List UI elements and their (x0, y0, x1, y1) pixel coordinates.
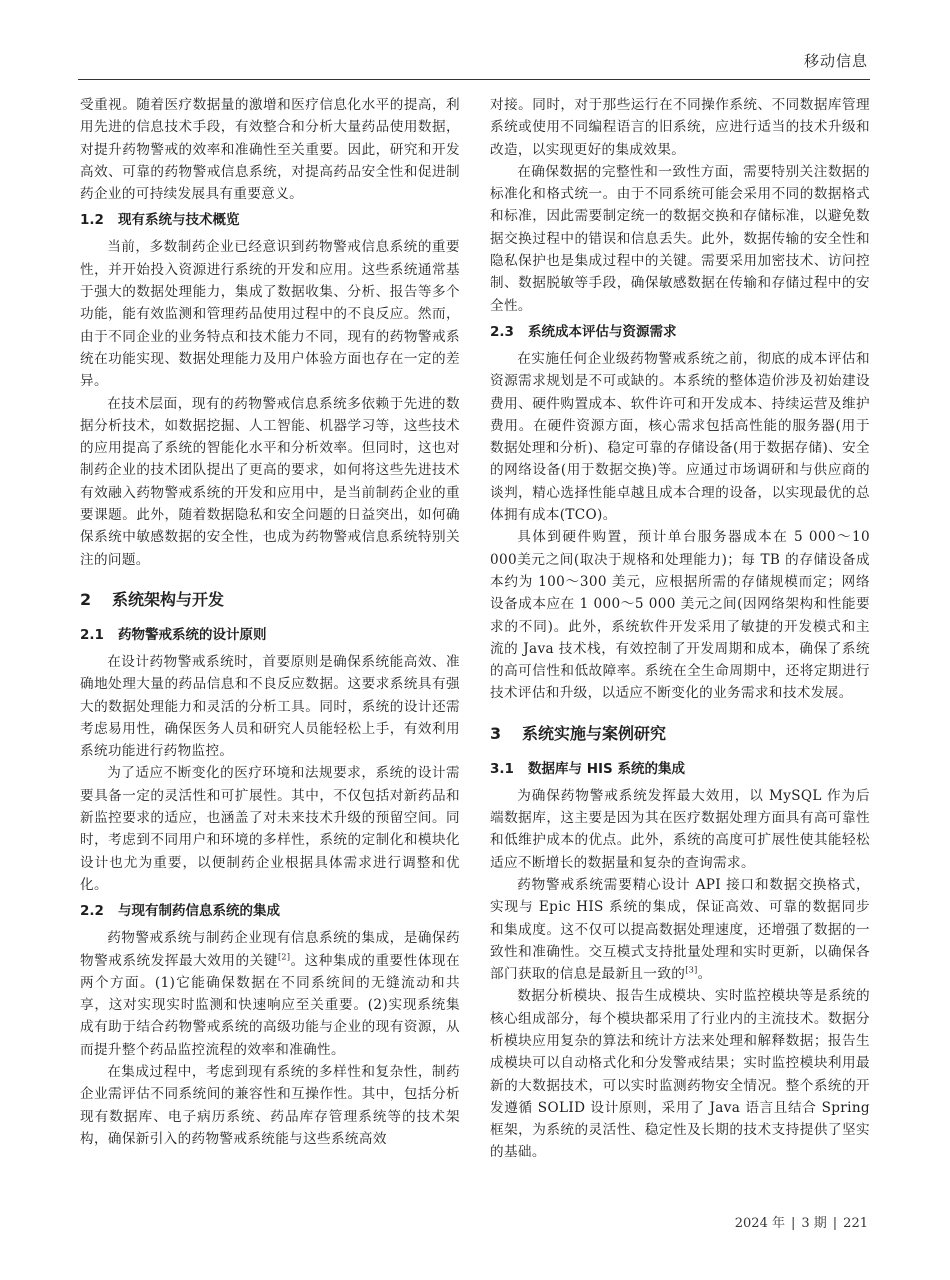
citation-ref: [2] (277, 951, 291, 961)
page-number: 221 (843, 1216, 868, 1231)
section-heading-3: 3 系统实施与案例研究 (490, 723, 667, 743)
paragraph: 数据分析模块、报告生成模块、实时监控模块等是系统的核心组成部分，每个模块都采用了行业内的主流技术。数据分析模块应用复杂的算法和统计方法来处理和解释数据；报告生成模块可以自动格式化和分发警戒结果；实时监控模块利用最新的大数据技术，可以实时监测药物安全情况。整个系统的开发遵循 SOLID 设计原则，采用了 Java 语言且结合 Spring 框架，为系统的灵活性、稳定性及长期的技术支持提供了坚实的基础。 (490, 988, 870, 1161)
paragraph: 在集成过程中，考虑到现有系统的多样性和复杂性，制药企业需评估不同系统间的兼容性和互操作性。其中，包括分析现有数据库、电子病历系统、药品库存管理系统等的技术架构，确保新引入的药物警戒系统能与这些系统高效 (80, 1063, 460, 1147)
footer-issue: 3 期 (801, 1216, 827, 1231)
paragraph: 受重视。随着医疗数据量的激增和医疗信息化水平的提高，利用先进的信息技术手段，有效整合和分析大量药品使用数据，对提升药物警戒的效率和准确性至关重要。因此，研究和开发高效、可靠的药物警戒信息系统，对提高药品安全性和促进制药企业的可持续发展具有重要意义。 (80, 97, 460, 203)
paragraph: 为确保药物警戒系统发挥最大效用，以 MySQL 作为后端数据库，这主要是因为其在医疗数据处理方面具有高可靠性和低维护成本的优点。此外，系统的高度可扩展性使其能轻松适应不断增长的数据量和复杂的查询需求。 (490, 787, 870, 871)
section-heading-2-2: 2.2 与现有制药信息系统的集成 (80, 903, 280, 920)
journal-title: 移动信息 (803, 52, 868, 70)
footer-year: 2024 年 (734, 1216, 785, 1231)
paragraph: 在设计药物警戒系统时，首要原则是确保系统能高效、准确地处理大量的药品信息和不良反应数据。这要求系统具有强大的数据处理能力和灵活的分析工具。同时，系统的设计还需考虑易用性，确保医务人员和研究人员能轻松上手，有效利用系统功能进行药物监控。 (80, 653, 460, 760)
paragraph: 在实施任何企业级药物警戒系统之前，彻底的成本评估和资源需求规划是不可或缺的。本系统的整体造价涉及初始建设费用、硬件购置成本、软件许可和开发成本、持续运营及维护费用。在硬件资源方面，核心需求包括高性能的服务器(用于数据处理和分析)、稳定可靠的存储设备(用于数据存储)、安全的网络设备(用于数据交换)等。应通过市场调研和与供应商的谈判，精心选择性能卓越且成本合理的设备，以实现最优的总体拥有成本(TCO)。 (490, 350, 870, 524)
left-column (80, 94, 460, 1150)
paragraph: 对接。同时，对于那些运行在不同操作系统、不同数据库管理系统或使用不同编程语言的旧系统，应进行适当的技术升级和改造，以实现更好的集成效果。 (490, 97, 870, 158)
section-heading-2-1: 2.1 药物警戒系统的设计原则 (80, 626, 267, 643)
paragraph: 为了适应不断变化的医疗环境和法规要求，系统的设计需要具备一定的灵活性和可扩展性。其中，不仅包括对新药品和新监控要求的适应，也涵盖了对未来技术升级的预留空间。同时，考虑到不同用户和环境的多样性，系统的定制化和模块化设计也尤为重要，以便制药企业根据具体需求进行调整和优化。 (80, 765, 460, 893)
header-rule (78, 79, 870, 80)
section-heading-2: 2 系统架构与开发 (80, 589, 225, 609)
right-column (490, 94, 870, 1164)
footer-separator: | (790, 1216, 796, 1231)
paragraph: 药物警戒系统与制药企业现有信息系统的集成，是确保药物警戒系统发挥最大效用的关键[2]。这种集成的重要性体现在两个方面。(1)它能确保数据在不同系统间的无缝流动和共享，这对实现实时监测和快速响应至关重要。(2)实现系统集成有助于结合药物警戒系统的高级功能与企业的现有资源，从而提升整个药品监控流程的效率和准确性。 (80, 930, 460, 1058)
section-heading-2-3: 2.3 系统成本评估与资源需求 (490, 323, 677, 340)
paragraph: 在技术层面，现有的药物警戒信息系统多依赖于先进的数据分析技术，如数据挖掘、人工智能、机器学习等，这些技术的应用提高了系统的智能化水平和分析效率。但同时，这也对制药企业的技术团队提出了更高的要求，如何将这些先进技术有效融入药物警戒系统的开发和应用中，是当前制药企业的重要课题。此外，随着数据隐私和安全问题的日益突出，如何确保系统中敏感数据的安全性，也成为药物警戒信息系统特别关注的问题。 (80, 395, 460, 568)
paragraph: 药物警戒系统需要精心设计 API 接口和数据交换格式，实现与 Epic HIS 系统的集成，保证高效、可靠的数据同步和集成度。这不仅可以提高数据处理速度，还增强了数据的一致性和准确性。交互模式支持批量处理和实时更新，以确保各部门获取的信息是最新且一致的[3]。 (490, 876, 870, 983)
page-footer (735, 1212, 868, 1231)
paragraph: 具体到硬件购置，预计单台服务器成本在 5 000～10 000美元之间(取决于规格和处理能力)；每 TB 的存储设备成本约为 100～300 美元，应根据所需的存储规模而定；网络设备成本应在 1 000～5 000 美元之间(因网络架构和性能要求的不同)。此外，系统软件开发采用了敏捷的开发模式和主流的 Java 技术栈，有效控制了开发周期和成本，确保了系统的高可信性和低故障率。系统在全生命周期中，还将定期进行技术评估和升级，以适应不断变化的业务需求和技术发展。 (490, 529, 870, 702)
citation-ref: [3] (685, 965, 698, 975)
section-heading-1-2: 1.2 现有系统与技术概览 (80, 212, 240, 229)
section-heading-3-1: 3.1 数据库与 HIS 系统的集成 (490, 760, 685, 777)
footer-separator: | (832, 1216, 838, 1231)
paragraph: 当前，多数制药企业已经意识到药物警戒信息系统的重要性，并开始投入资源进行系统的开发和应用。这些系统通常基于强大的数据处理能力，集成了数据收集、分析、报告等多个功能，能有效监测和管理药品使用过程中的不良反应。然而，由于不同企业的业务特点和技术能力不同，现有的药物警戒系统在功能实现、数据处理能力及用户体验方面也存在一定的差异。 (80, 239, 460, 390)
paragraph: 在确保数据的完整性和一致性方面，需要特别关注数据的标准化和格式统一。由于不同系统可能会采用不同的数据格式和标准，因此需要制定统一的数据交换和存储标准，以避免数据交换过程中的错误和信息丢失。此外，数据传输的安全性和隐私保护也是集成过程中的关键。需要采用加密技术、访问控制、数据脱敏等手段，确保敏感数据在传输和存储过程中的安全性。 (490, 163, 870, 314)
